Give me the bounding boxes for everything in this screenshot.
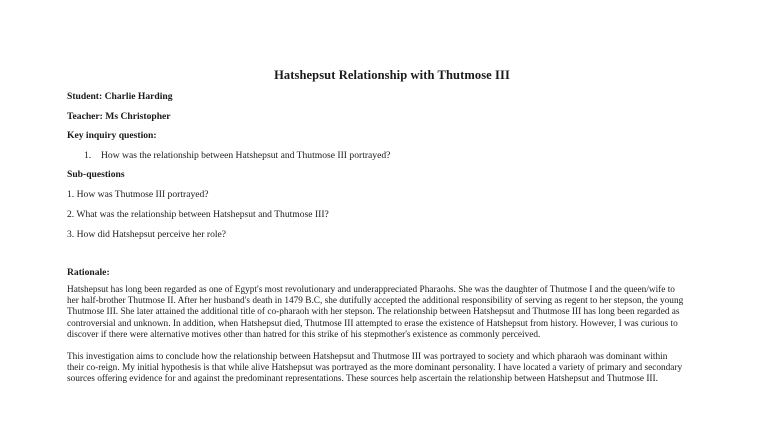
rationale-paragraph-2 [67, 352, 717, 386]
sub-question-2: 2. What was the relationship between Hatshepsut and Thutmose III? [67, 209, 329, 220]
paragraph-line: This investigation aims to conclude how the relationship between Hatshepsut and Thutmose III was portrayed to society and which pharaoh was dominant within [67, 352, 668, 362]
key-question-number: 1. [84, 150, 92, 161]
rationale-heading: Rationale: [67, 267, 110, 278]
rationale-paragraph-1 [67, 285, 717, 341]
paragraph-line: Hatshepsut has long been regarded as one of Egypt's most revolutionary and underappreciated Pharaohs. She was the daughter of Thutmose I and the queen/wife to [67, 285, 675, 295]
sub-question-1: 1. How was Thutmose III portrayed? [67, 189, 209, 200]
paragraph-line: her half-brother Thutmose II. After her husband's death in 1479 B.C, she dutifully accepted the additional responsibility of serving as regent to her stepson, the young [67, 296, 684, 307]
paragraph-line: controversial and unknown. In addition, when Hatshepsut died, Thutmose III attempted to erase the existence of Hatshepsut from history. However, I was curious to [67, 318, 678, 329]
key-inquiry-heading: Key inquiry question: [67, 130, 157, 141]
paragraph-line: their co-reign. My initial hypothesis is that while alive Hatshepsut was portrayed as the more dominant personality. I have located a variety of primary and secondary [67, 363, 683, 374]
teacher-line: Teacher: Ms Christopher [67, 111, 171, 122]
paragraph-line: discover if there were alternative motives other than hatred for this strike of his stepmother's existence as commonly perceived. [67, 329, 541, 340]
key-question-item [84, 150, 390, 162]
sub-question-3: 3. How did Hatshepsut perceive her role? [67, 229, 227, 240]
key-question-text: How was the relationship between Hatshepsut and Thutmose III portrayed? [101, 150, 391, 161]
student-line: Student: Charlie Harding [67, 91, 173, 102]
document-title: Hatshepsut Relationship with Thutmose III [274, 68, 510, 82]
paragraph-line: sources offering evidence for and against the predominant representations. These sources help ascertain the relationship between Hatshepsut and Thutmose III. [67, 374, 658, 385]
sub-questions-heading: Sub-questions [67, 169, 125, 180]
paragraph-line: Thutmose III. She later attained the additional title of co-pharaoh with her stepson. The relationship between Hatshepsut and Thutmose III has long been regarded as [67, 307, 680, 318]
